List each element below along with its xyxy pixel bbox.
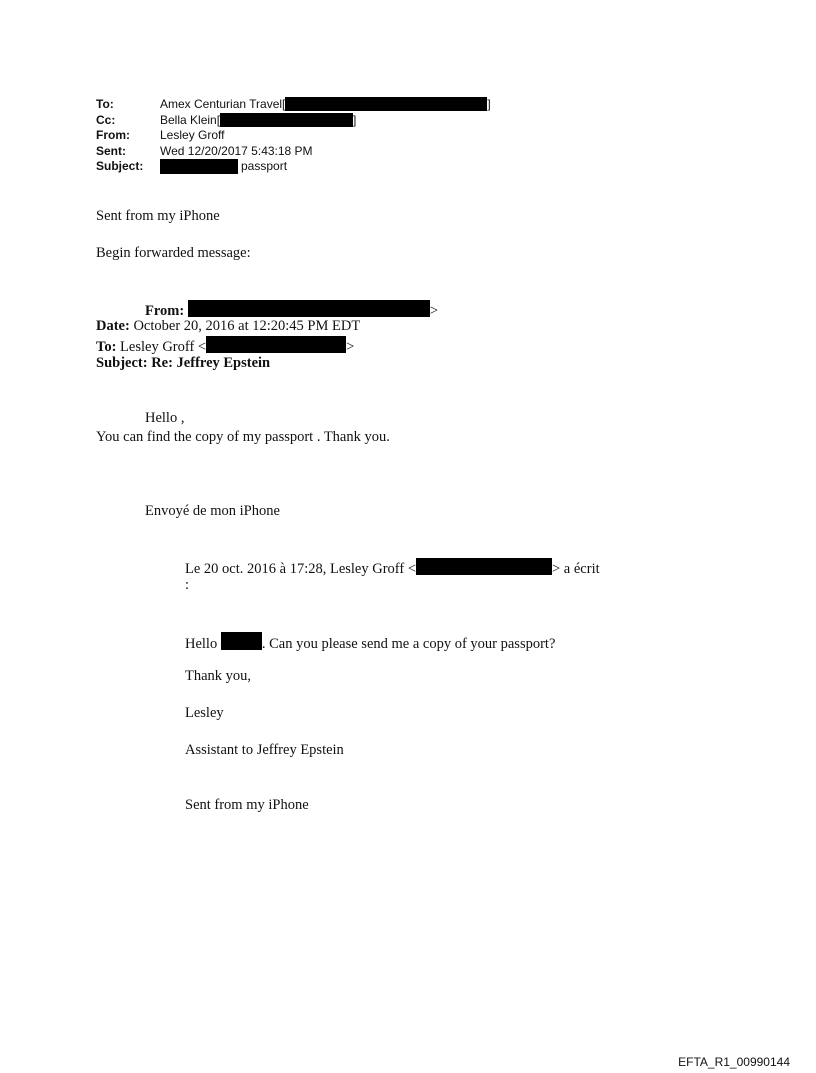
forwarded-to-label: To:: [96, 339, 117, 355]
redaction-block: [206, 336, 346, 353]
forwarded-greeting: Hello ,: [145, 410, 185, 426]
from-value: Lesley Groff: [160, 128, 225, 142]
redaction-block: [416, 558, 552, 575]
begin-forwarded-line: Begin forwarded message:: [96, 245, 251, 261]
sent-row: [96, 144, 491, 160]
quoted-name: Lesley: [185, 705, 224, 721]
cc-value: Bella Klein[: [160, 112, 221, 127]
subject-label: Subject:: [96, 159, 144, 173]
forwarded-subject-label: Subject:: [96, 355, 148, 371]
subject-row: [96, 159, 491, 175]
quoted-intro: [185, 558, 600, 578]
forwarded-signature: Envoyé de mon iPhone: [145, 503, 280, 519]
cc-row: [96, 113, 491, 129]
sent-label: Sent:: [96, 143, 126, 158]
redaction-block: [221, 632, 262, 650]
sent-value: Wed 12/20/2017 5:43:18 PM: [160, 143, 313, 158]
quoted-intro-colon: :: [185, 577, 190, 593]
quoted-request-row: [185, 632, 555, 653]
quoted-sent-from: Sent from my iPhone: [185, 797, 309, 813]
redaction-block: [285, 97, 487, 111]
redaction-block: [220, 113, 353, 127]
from-row: [96, 128, 491, 144]
quoted-hello: Hello: [185, 636, 218, 652]
to-value: Amex Centurian Travel[: [160, 97, 286, 111]
forwarded-to-suffix: >: [346, 339, 355, 355]
forwarded-to-row: [96, 336, 354, 356]
document-id: EFTA_R1_00990144: [678, 1055, 790, 1069]
redaction-block: [188, 300, 430, 317]
forwarded-subject-value: Re: Jeffrey Epstein: [151, 355, 271, 371]
forwarded-subject-row: [96, 355, 270, 372]
cc-suffix: ]: [353, 112, 357, 127]
forwarded-date-row: [96, 318, 360, 335]
quoted-request: . Can you please send me a copy of your passport?: [261, 636, 556, 652]
forwarded-date-label: Date:: [96, 318, 130, 334]
forwarded-from-label: From:: [145, 303, 185, 319]
from-label: From:: [96, 128, 130, 142]
sent-from-line: Sent from my iPhone: [96, 208, 220, 224]
forwarded-from-row: [145, 300, 438, 320]
redaction-block: [160, 159, 238, 174]
quoted-intro-pre: Le 20 oct. 2016 à 17:28, Lesley Groff <: [185, 561, 416, 577]
to-label: To:: [96, 97, 114, 111]
cc-label: Cc:: [96, 112, 116, 127]
quoted-title: Assistant to Jeffrey Epstein: [185, 742, 344, 758]
forwarded-from-suffix: >: [429, 303, 439, 319]
forwarded-date-value: October 20, 2016 at 12:20:45 PM EDT: [133, 318, 361, 334]
subject-value: passport: [241, 159, 288, 173]
forwarded-to-value: Lesley Groff <: [120, 339, 207, 355]
email-header: [96, 97, 491, 175]
forwarded-message: You can find the copy of my passport . Thank you.: [96, 429, 390, 445]
quoted-thanks: Thank you,: [185, 668, 252, 684]
quoted-intro-post: > a écrit: [552, 561, 600, 577]
to-suffix: ]: [487, 97, 491, 111]
to-row: [96, 97, 491, 113]
